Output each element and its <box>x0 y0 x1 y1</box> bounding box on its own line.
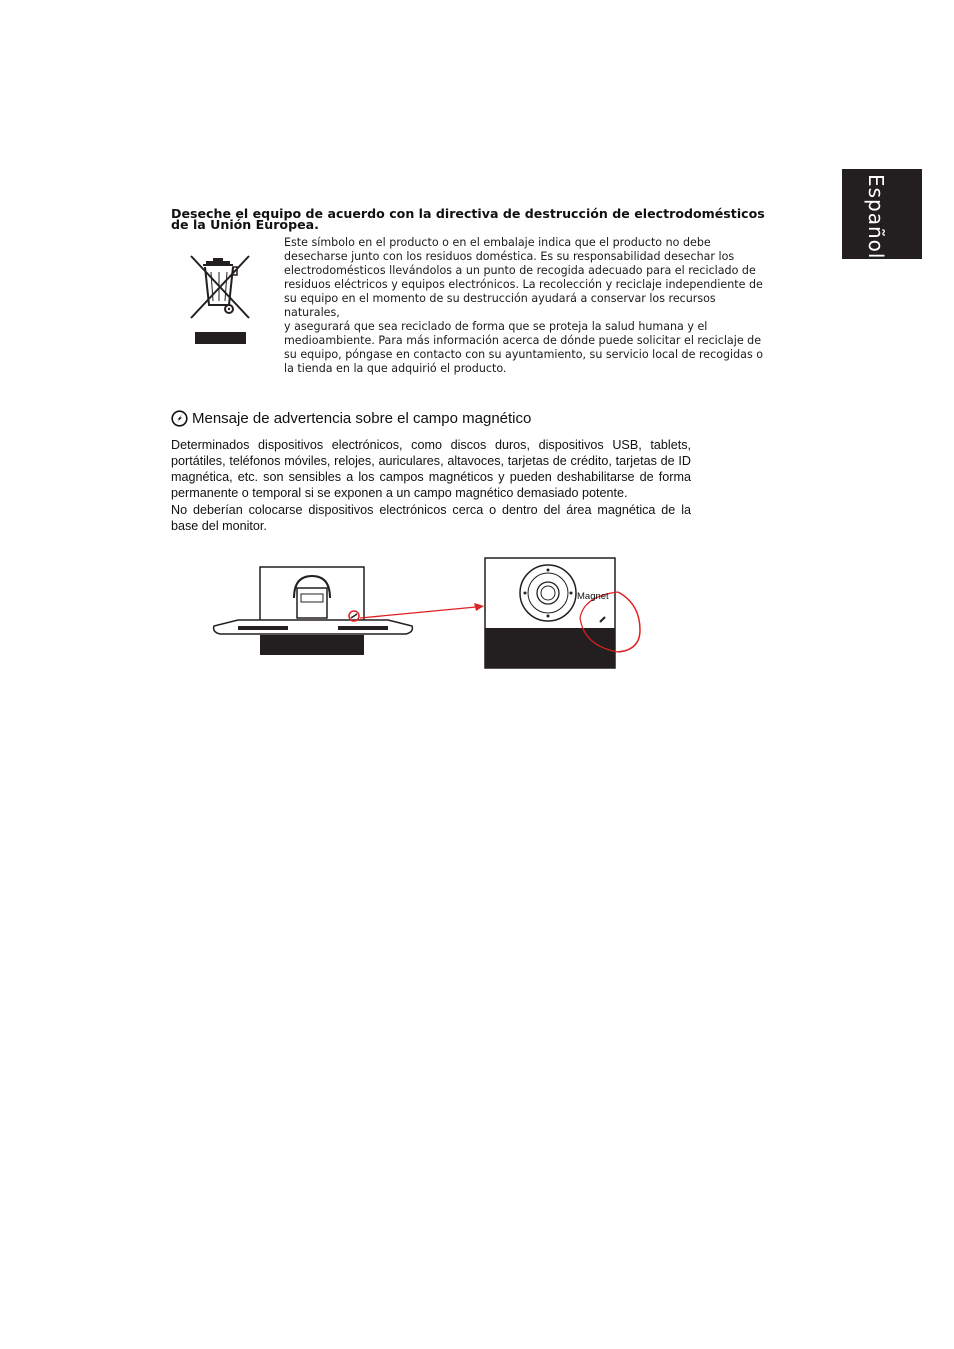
weee-line: desecharse junto con los residuos doméstica. Es su responsabilidad desechar los <box>284 250 735 263</box>
weee-line: Este símbolo en el producto o en el embalaje indica que el producto no debe <box>284 236 711 249</box>
weee-line: la tienda en la que adquirió el producto. <box>284 362 507 375</box>
weee-line: electrodomésticos llevándolos a un punto de recogida adecuado para el reciclado de <box>284 264 756 277</box>
language-tab <box>842 169 922 259</box>
magnet-detail-diagram <box>484 556 644 672</box>
weee-line: su equipo, póngase en contacto con su ayuntamiento, su servicio local de recogidas o <box>284 348 764 361</box>
magnetic-heading-text: Mensaje de advertencia sobre el campo magnético <box>192 410 532 427</box>
callout-arrow <box>358 602 488 622</box>
weee-body <box>284 236 764 376</box>
weee-heading: Deseche el equipo de acuerdo con la directiva de destrucción de electrodomésticos de la Unión Europea. <box>171 206 765 232</box>
weee-line: su equipo en el momento de su destrucción ayudará a conservar los recursos naturales, <box>284 292 716 319</box>
weee-line: residuos eléctricos y equipos electrónicos. La recolección y reciclaje independiente de <box>284 278 763 291</box>
warning-circle-icon <box>171 410 188 427</box>
magnetic-paragraph-2: No deberían colocarse dispositivos electrónicos cerca o dentro del área magnética de la base del monitor. <box>171 503 691 533</box>
weee-line: medioambiente. Para más información acerca de dónde puede solicitar el reciclaje de <box>284 334 762 347</box>
language-tab-label: Español <box>864 174 888 260</box>
magnetic-paragraph-1: Determinados dispositivos electrónicos, como discos duros, dispositivos USB, tablets, portátiles, teléfonos móviles, relojes, auriculares, altavoces, tarjetas de crédito, tarjetas de ID magnética, etc. son sensibles a los campos magnéticos y pueden deshabilitarse de forma permanente o temporal si se exponen a un campo magnético demasiado potente. <box>171 438 691 500</box>
magnetic-heading <box>171 410 531 427</box>
crossed-out-wheelie-bin-icon <box>189 253 252 346</box>
magnet-label: Magnet <box>577 591 609 602</box>
magnetic-body <box>171 437 691 535</box>
weee-line: y asegurará que sea reciclado de forma que se proteja la salud humana y el <box>284 320 708 333</box>
